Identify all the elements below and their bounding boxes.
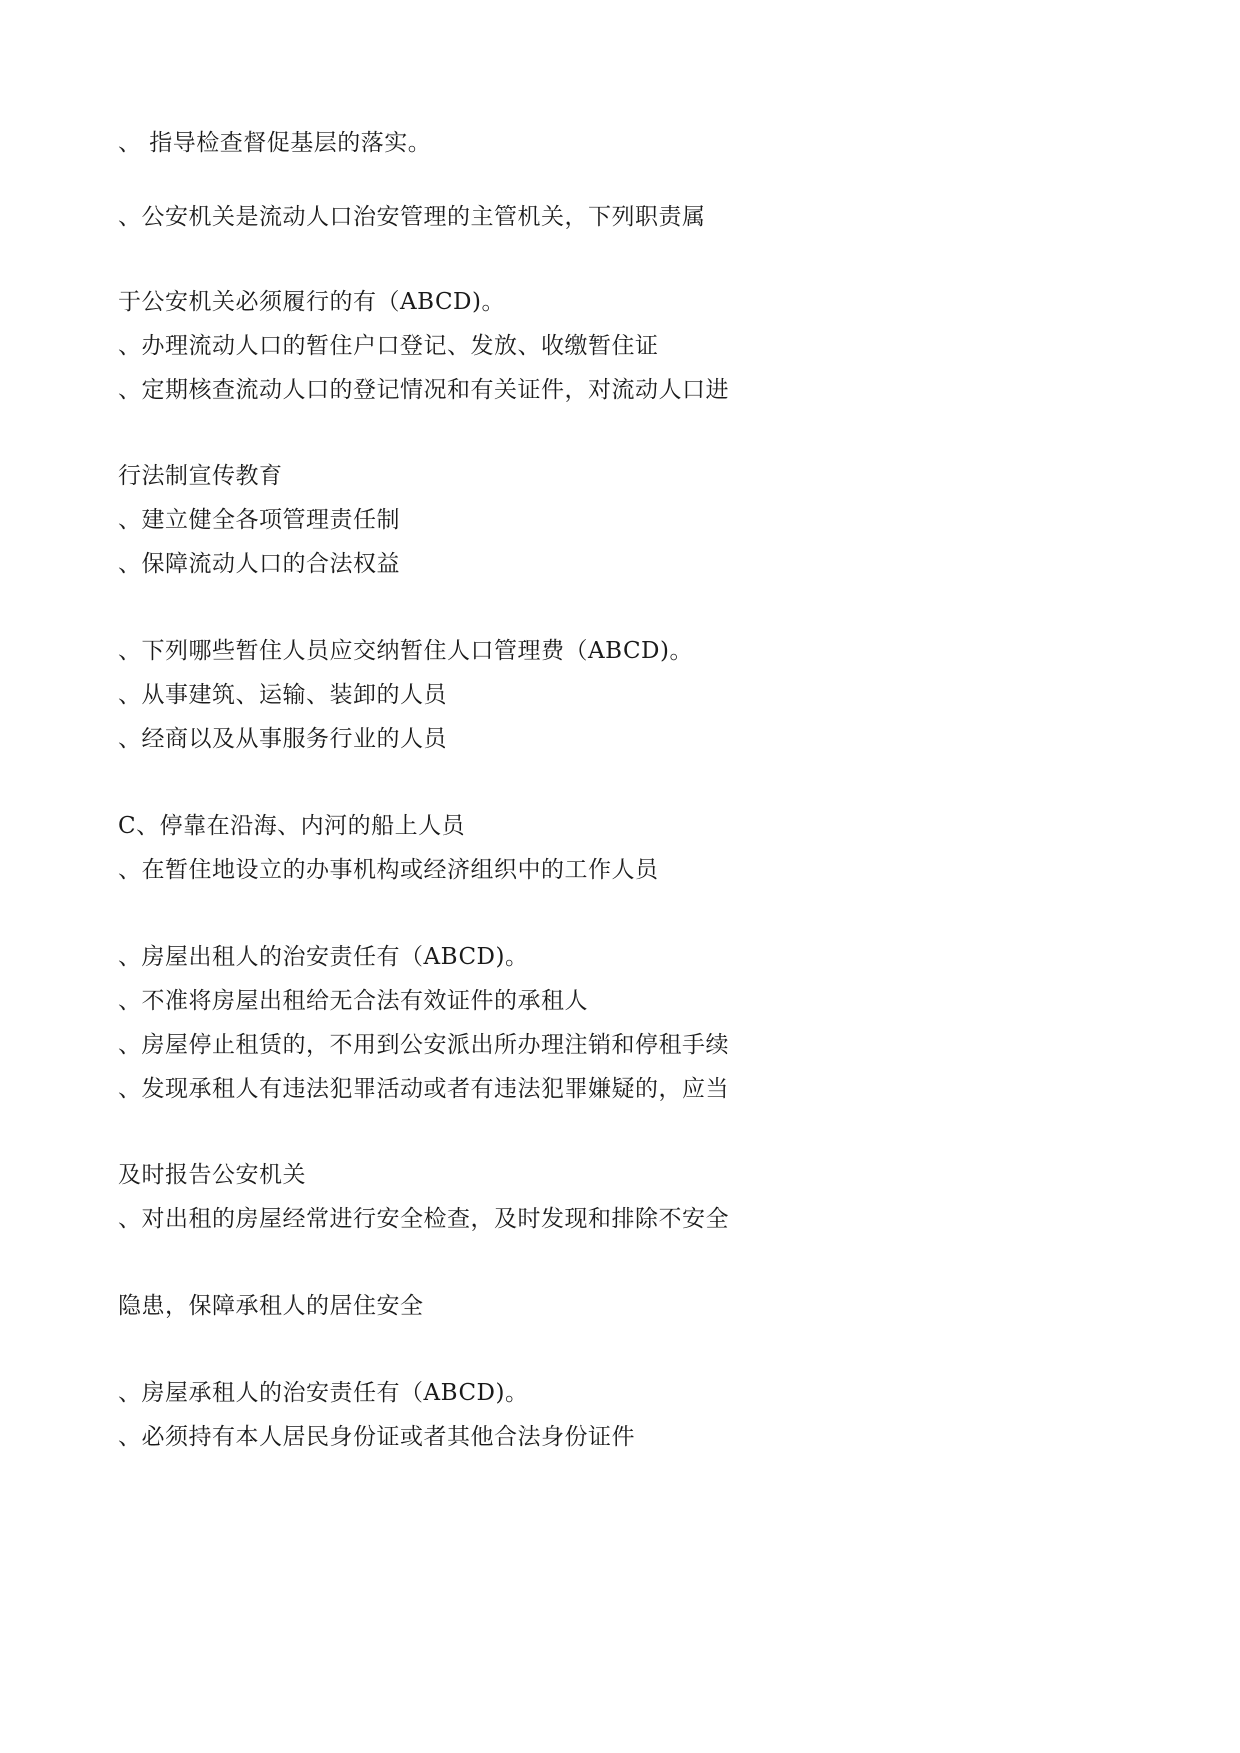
text-line: 、必须持有本人居民身份证或者其他合法身份证件 bbox=[118, 1424, 635, 1450]
text-line: 、建立健全各项管理责任制 bbox=[118, 507, 400, 533]
text-line: 、从事建筑、运输、装卸的人员 bbox=[118, 682, 447, 708]
text-line: 、对出租的房屋经常进行安全检查，及时发现和排除不安全 bbox=[118, 1206, 729, 1232]
text-line: 、下列哪些暂住人员应交纳暂住人口管理费（ABCD)。 bbox=[118, 638, 693, 664]
text-line: 于公安机关必须履行的有（ABCD)。 bbox=[118, 289, 505, 315]
text-line: 、定期核查流动人口的登记情况和有关证件，对流动人口进 bbox=[118, 377, 729, 403]
text-line: 、办理流动人口的暂住户口登记、发放、收缴暂住证 bbox=[118, 333, 659, 359]
text-line: 、保障流动人口的合法权益 bbox=[118, 551, 400, 577]
text-line: 、房屋出租人的治安责任有（ABCD)。 bbox=[118, 944, 529, 970]
text-line: 、公安机关是流动人口治安管理的主管机关，下列职责属 bbox=[118, 204, 706, 230]
text-line: 、不准将房屋出租给无合法有效证件的承租人 bbox=[118, 988, 588, 1014]
text-line: 、 指导检查督促基层的落实。 bbox=[118, 130, 432, 156]
text-line: 、发现承租人有违法犯罪活动或者有违法犯罪嫌疑的，应当 bbox=[118, 1076, 729, 1102]
text-line: 隐患，保障承租人的居住安全 bbox=[118, 1293, 424, 1319]
text-line: C、停靠在沿海、内河的船上人员 bbox=[118, 813, 466, 839]
text-line: 、经商以及从事服务行业的人员 bbox=[118, 726, 447, 752]
text-line: 、房屋停止租赁的，不用到公安派出所办理注销和停租手续 bbox=[118, 1032, 729, 1058]
text-line: 及时报告公安机关 bbox=[118, 1162, 306, 1188]
text-line: 、房屋承租人的治安责任有（ABCD)。 bbox=[118, 1380, 529, 1406]
text-line: 、在暂住地设立的办事机构或经济组织中的工作人员 bbox=[118, 857, 659, 883]
text-line: 行法制宣传教育 bbox=[118, 463, 283, 489]
